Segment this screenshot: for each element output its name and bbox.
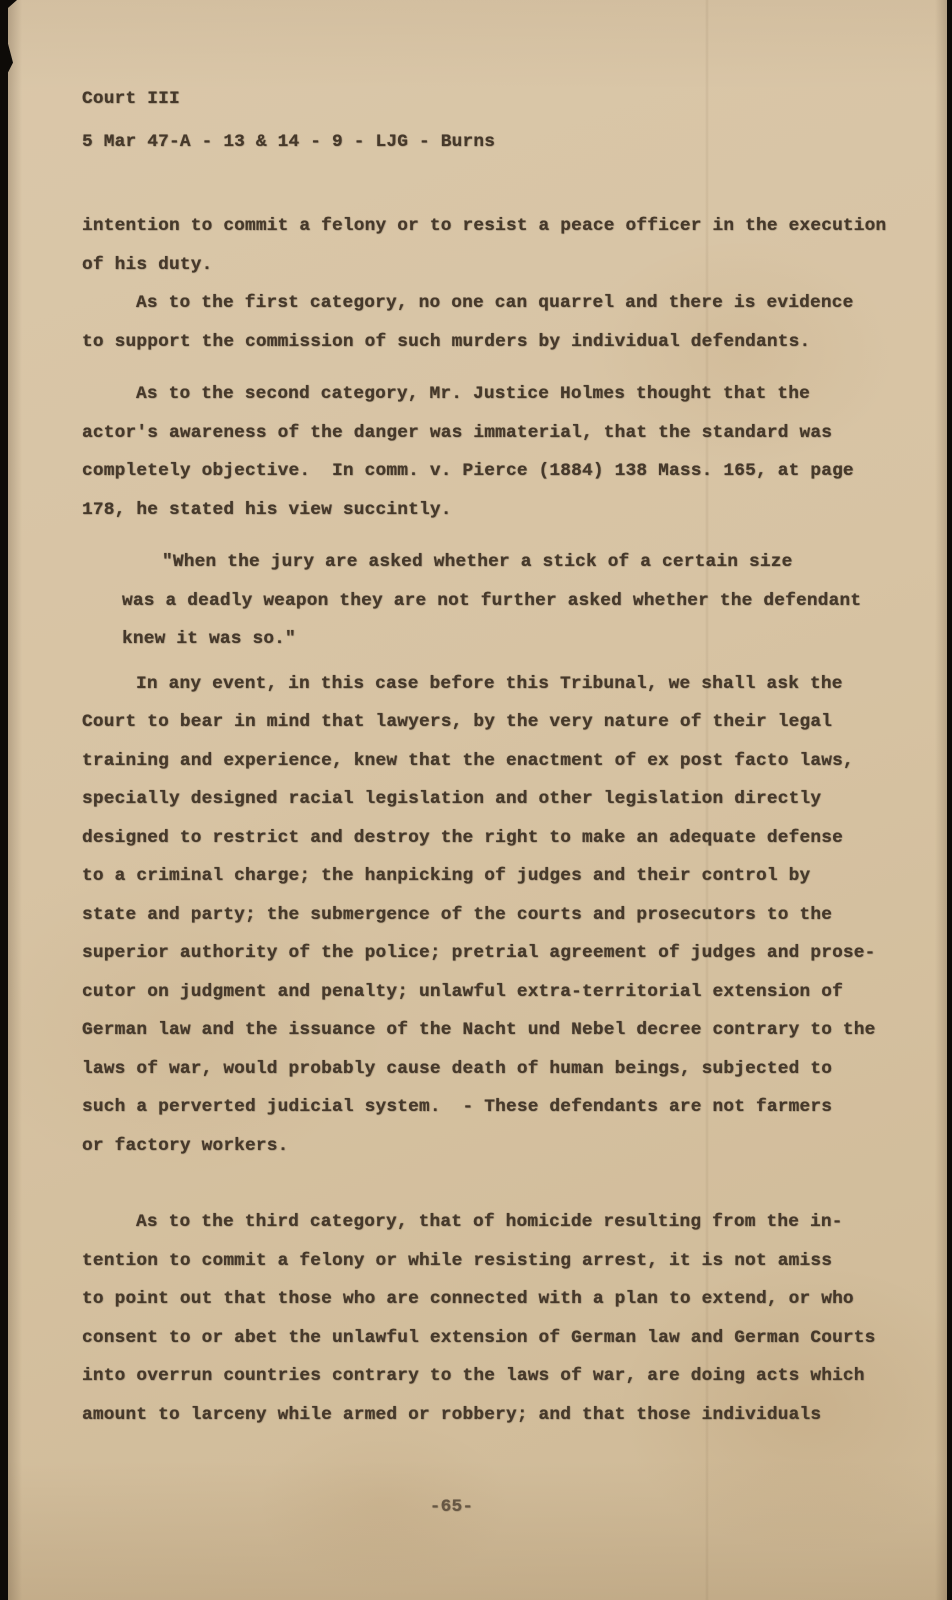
text-line: superior authority of the police; pretrial agreement of judges and prose- <box>82 943 876 963</box>
text-line: designed to restrict and destroy the right to make an adequate defense <box>82 827 843 848</box>
header-date-line: 5 Mar 47-A - 13 & 14 - 9 - LJG - Burns <box>82 132 496 152</box>
text-line: completely objective. In comm. v. Pierce (1884) 138 Mass. 165, at page <box>82 461 854 481</box>
paragraph <box>82 375 883 529</box>
text-line: tention to commit a felony or while resisting arrest, it is not amiss <box>82 1250 833 1271</box>
text-line: to point out that those who are connected with a plan to extend, or who <box>82 1289 854 1309</box>
text-line: into overrun countries contrary to the laws of war, are doing acts which <box>82 1366 865 1386</box>
text-line: to a criminal charge; the hanpicking of judges and their control by <box>82 866 811 886</box>
paragraph <box>82 1203 883 1434</box>
text-line: to support the commission of such murders by individual defendants. <box>82 331 811 352</box>
page-number: -65- <box>429 1497 474 1517</box>
text-line: Court to bear in mind that lawyers, by the very nature of their legal <box>82 712 833 732</box>
text-line: laws of war, would probably cause death of human beings, subjected to <box>82 1058 833 1079</box>
text-line: In any event, in this case before this Tribunal, we shall ask the <box>136 673 843 694</box>
text-line: consent to or abet the unlawful extension of German law and German Courts <box>82 1327 876 1348</box>
text-line: actor's awareness of the danger was immaterial, that the standard was <box>82 422 833 443</box>
text-line: As to the second category, Mr. Justice Holmes thought that the <box>136 384 810 404</box>
text-line: German law and the issuance of the Nacht und Nebel decree contrary to the <box>82 1020 876 1040</box>
typewritten-content <box>8 0 947 1600</box>
quote-block <box>122 543 883 659</box>
document-header <box>82 78 883 164</box>
text-line: specially designed racial legislation and other legislation directly <box>82 789 822 809</box>
header-court-line: Court III <box>82 89 180 109</box>
text-line: "When the jury are asked whether a stick of a certain size <box>162 552 793 572</box>
document-body <box>82 207 887 1434</box>
paper-sheet <box>8 0 947 1600</box>
text-line: state and party; the submergence of the courts and prosecutors to the <box>82 904 833 925</box>
paragraph <box>82 665 883 1166</box>
text-line: As to the third category, that of homicide resulting from the in- <box>136 1212 843 1232</box>
text-line: of his duty. <box>82 254 213 275</box>
text-line: was a deadly weapon they are not further asked whether the defendant <box>122 590 862 611</box>
text-line: such a perverted judicial system. - These defendants are not farmers <box>82 1097 833 1117</box>
text-line: training and experience, knew that the enactment of ex post facto laws, <box>82 750 854 771</box>
paragraph <box>82 207 887 284</box>
text-line: intention to commit a felony or to resist a peace officer in the execution <box>82 216 887 236</box>
text-line: or factory workers. <box>82 1135 289 1156</box>
text-line: amount to larceny while armed or robbery; and that those individuals <box>82 1404 822 1425</box>
paragraph <box>82 284 883 361</box>
text-line: knew it was so." <box>122 629 296 649</box>
text-line: 178, he stated his view succintly. <box>82 499 452 520</box>
text-line: cutor on judgment and penalty; unlawful extra-territorial extension of <box>82 981 843 1002</box>
text-line: As to the first category, no one can quarrel and there is evidence <box>136 293 854 313</box>
